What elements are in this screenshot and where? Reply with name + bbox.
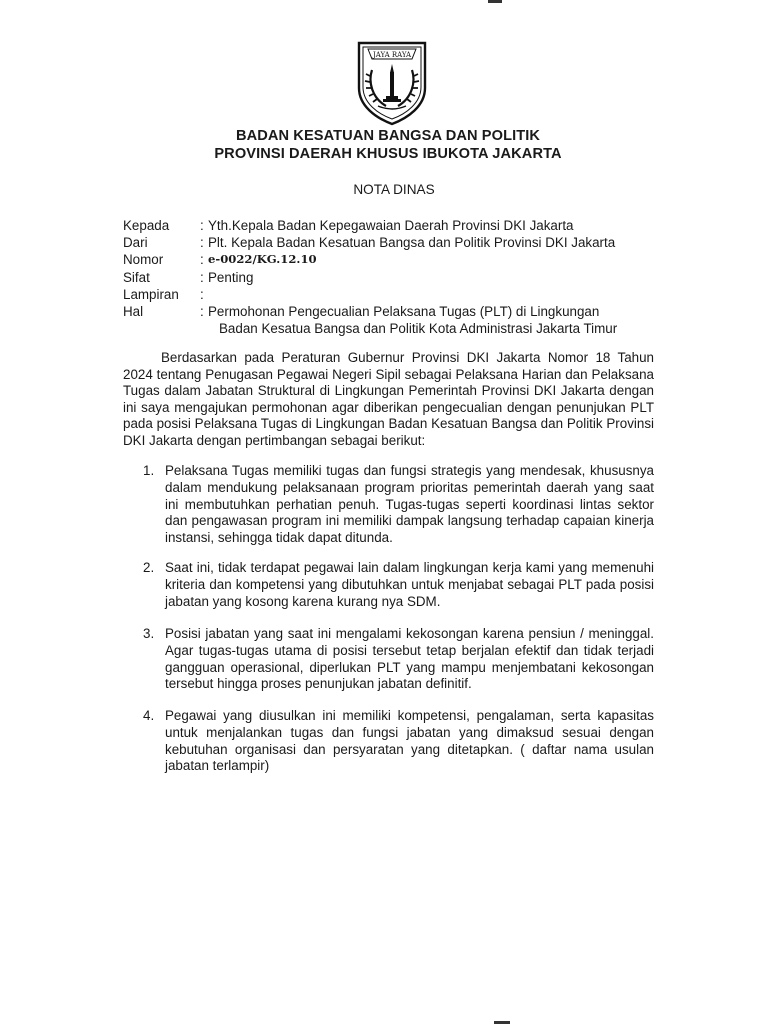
meta-colon: : — [200, 218, 204, 233]
list-item-text: Saat ini, tidak terdapat pegawai lain dalam lingkungan kerja kami yang memenuhi kriteria dan kompetensi yang dibutuhkan untuk menjabat sebagai PLT pada posisi jabatan yang kosong karena kurang nya SDM. — [165, 560, 654, 609]
list-item-number: 2. — [143, 560, 155, 575]
meta-row-lampiran — [123, 286, 617, 303]
meta-label: Kepada — [123, 218, 170, 233]
scan-mark — [488, 0, 502, 3]
logo-motto: JAYA RAYA — [372, 51, 412, 59]
meta-row-hal — [123, 303, 617, 320]
meta-colon: : — [200, 286, 204, 302]
list-item-number: 1. — [143, 463, 155, 478]
document-title: NOTA DINAS — [353, 182, 435, 197]
meta-colon: : — [200, 303, 204, 319]
organization-name: BADAN KESATUAN BANGSA DAN POLITIK — [235, 128, 541, 144]
meta-label: Hal — [123, 303, 144, 319]
meta-label: Sifat — [123, 269, 150, 285]
meta-label: Dari — [123, 235, 148, 251]
meta-row-sifat — [123, 269, 617, 286]
meta-value-number: e-0022/KG.12.10 — [208, 252, 317, 267]
meta-value-subject-continued: Badan Kesatua Bangsa dan Politik Kota Administrasi Jakarta Timur — [219, 321, 618, 337]
list-item-text: Posisi jabatan yang saat ini mengalami kekosongan karena pensiun / meninggal. Agar tugas-tugas utama di posisi tersebut tetap berjalan efektif dan tidak terjadi gangguan operasional, diperlukan PLT yang mampu menjembatani kekosongan tersebut hingga proses penunjukan jabatan definitif. — [165, 626, 654, 692]
list-item-text: Pelaksana Tugas memiliki tugas dan fungsi strategis yang mendesak, khususnya dalam mendukung pelaksanaan program prioritas pemerintah daerah yang saat ini membutuhkan perhatian penuh. Tugas-tugas seperti koordinasi lintas sektor dan pengawasan program ini memiliki dampak langsung terhadap capaian kinerja instansi, sehingga tidak dapat ditunda. — [165, 463, 654, 546]
meta-row-kepada — [123, 217, 617, 234]
meta-label: Nomor — [123, 252, 164, 268]
list-item — [143, 708, 654, 775]
meta-value-nature: Penting — [208, 269, 254, 285]
meta-row-dari — [123, 234, 617, 251]
list-item — [143, 560, 654, 610]
list-item-number: 4. — [143, 708, 155, 723]
meta-row-nomor — [123, 251, 617, 268]
meta-colon: : — [200, 269, 204, 285]
list-item-number: 3. — [143, 626, 155, 641]
meta-label: Lampiran — [123, 286, 179, 302]
organization-province: PROVINSI DAERAH KHUSUS IBUKOTA JAKARTA — [214, 146, 562, 162]
meta-value-subject: Permohonan Pengecualian Pelaksana Tugas (PLT) di Lingkungan — [208, 303, 600, 319]
list-item-text: Pegawai yang diusulkan ini memiliki kompetensi, pengalaman, serta kapasitas untuk menjalankan tugas dan fungsi jabatan yang dimaksud sesuai dengan kebutuhan organisasi dan persyaratan yang ditetapkan. ( daftar nama usulan jabatan terlampir) — [165, 708, 654, 774]
meta-value-recipient: Yth.Kepala Badan Kepegawaian Daerah Provinsi DKI Jakarta — [208, 218, 574, 233]
list-item — [143, 626, 654, 693]
meta-colon: : — [200, 252, 204, 268]
meta-colon: : — [200, 235, 204, 251]
memo-meta-block — [123, 217, 617, 337]
jakarta-emblem-icon — [356, 40, 428, 126]
meta-value-sender: Plt. Kepala Badan Kesatuan Bangsa dan Politik Provinsi DKI Jakarta — [208, 235, 616, 251]
intro-paragraph: Berdasarkan pada Peraturan Gubernur Provinsi DKI Jakarta Nomor 18 Tahun 2024 tentang Penugasan Pegawai Negeri Sipil sebagai Pelaksana Harian dan Pelaksana Tugas dalam Jabatan Struktural di Lingkungan Pemerintah Provinsi DKI Jakarta dengan ini saya mengajukan permohonan agar diberikan pengecualian dengan penunjukan PLT pada posisi Pelaksana Tugas di Lingkungan Badan Kesatuan Bangsa dan Politik Provinsi DKI Jakarta dengan pertimbangan sebagai berikut: — [123, 350, 654, 448]
list-item — [143, 463, 654, 547]
organization-header — [0, 127, 768, 163]
